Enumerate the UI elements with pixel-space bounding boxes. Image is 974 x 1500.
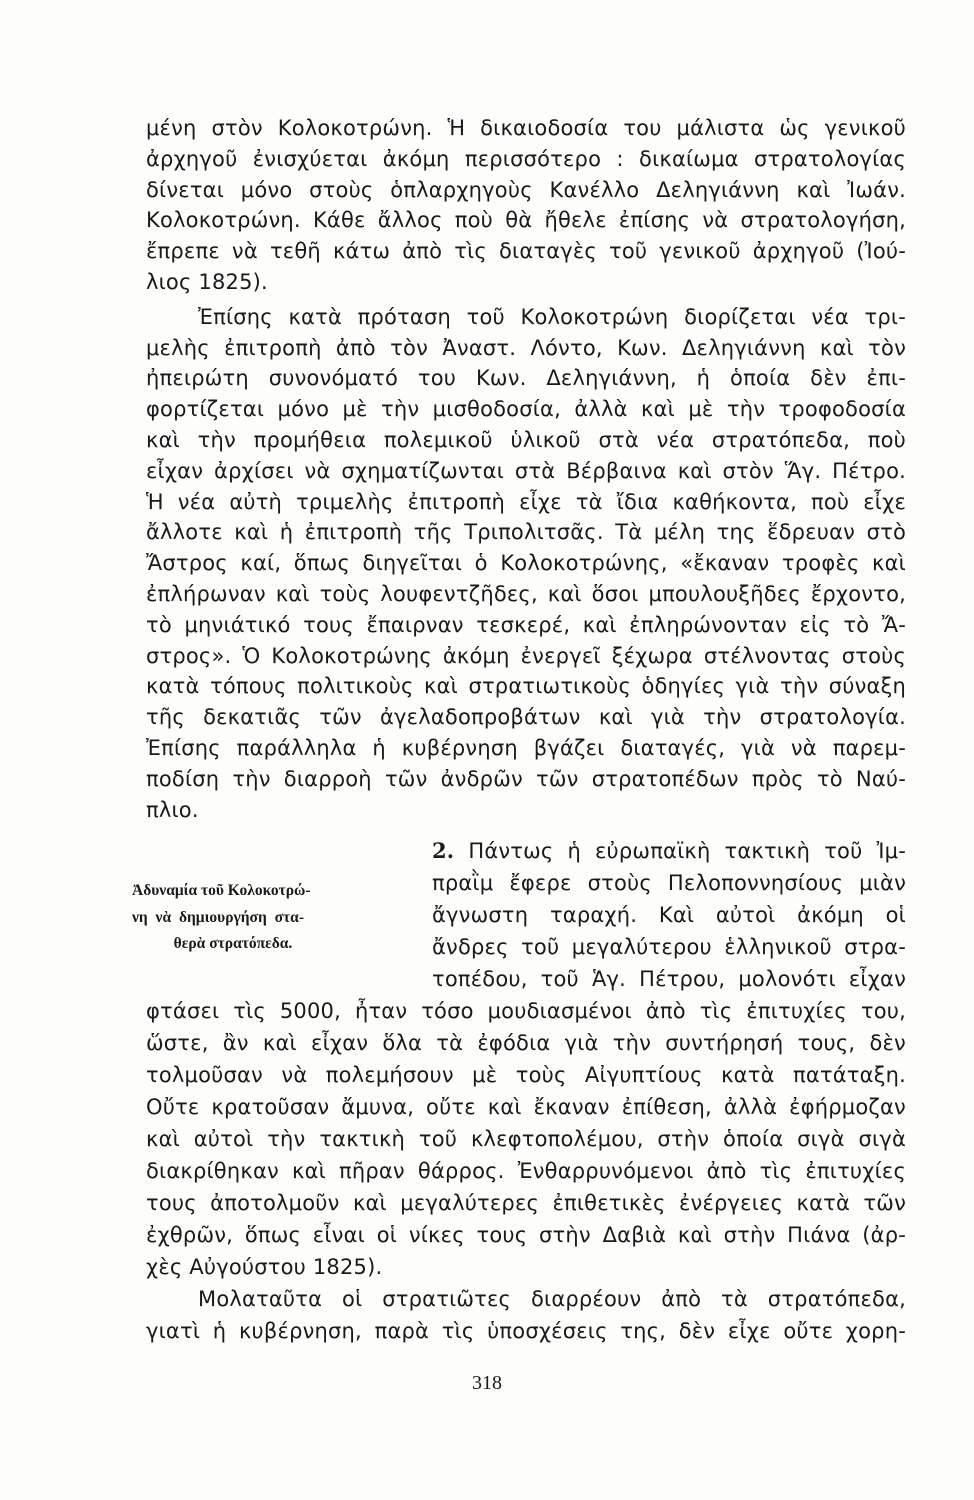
text-line: χὲς Αὐγούστου 1825). xyxy=(146,1255,383,1279)
text-line: ἄγνωστη ταραχή. Καὶ αὐτοὶ ἀκόμη οἱ xyxy=(432,903,906,927)
text-line: τους ἀποτολμοῦν καὶ μεγαλύτερες ἐπιθετικὲς ἐνέργειες κατὰ τῶν xyxy=(146,1191,906,1215)
text-line: Ἡ νέα αὐτὴ τριμελὴς ἐπιτροπὴ εἶχε τὰ ἴδια καθήκοντα, ποὺ εἶχε xyxy=(146,489,906,514)
text-line: τῆς δεκατιᾶς τῶν ἀγελαδοπροβάτων καὶ γιὰ τὴν στρατολογία. xyxy=(146,705,906,730)
text-line: ἄνδρες τοῦ μεγαλύτερου ἑλληνικοῦ στρα- xyxy=(432,935,906,959)
text-line: ποδίση τὴν διαρροὴ τῶν ἀνδρῶν τῶν στρατοπέδων πρὸς τὸ Ναύ- xyxy=(146,766,906,791)
text-line: τὸ μηνιάτικό τους ἔπαιρναν τεσκερέ, καὶ ἐπληρώνονταν εἰς τὸ Ἄ- xyxy=(146,612,906,637)
text-line: Οὔτε κρατοῦσαν ἄμυνα, οὔτε καὶ ἔκαναν ἐπίθεση, ἀλλὰ ἐφήρμοζαν xyxy=(146,1095,906,1119)
text-line: πραῒμ ἔφερε στοὺς Πελοποννησίους μιὰν xyxy=(432,871,906,895)
text-line: ἐπλήρωναν καὶ τοὺς λουφεντζῆδες, καὶ ὅσοι μπουλουξῆδες ἔρχοντο, xyxy=(146,581,906,606)
text-line: καὶ τὴν προμήθεια πολεμικοῦ ὑλικοῦ στὰ νέα στρατόπεδα, ποὺ xyxy=(146,427,906,452)
text-line: ὥστε, ἂν καὶ εἶχαν ὅλα τὰ ἐφόδια γιὰ τὴν συντήρησή τους, δὲν xyxy=(146,1031,906,1055)
text-line: Ἐπίσης παράλληλα ἡ κυβέρνηση βγάζει διαταγές, γιὰ νὰ παρεμ- xyxy=(146,735,906,760)
main-text-block xyxy=(146,113,906,825)
text-line: ἐχθρῶν, ὅπως εἶναι οἱ νίκες τους στὴν Δαβιὰ καὶ στὴν Πιάνα (ἀρ- xyxy=(146,1223,906,1247)
section-2-first-line xyxy=(432,835,906,867)
text-line: ἔπρεπε νὰ τεθῆ κάτω ἀπὸ τὶς διαταγὲς τοῦ γενικοῦ ἀρχηγοῦ (Ἰού- xyxy=(146,239,906,264)
text-line: τολμοῦσαν νὰ πολεμήσουν μὲ τοὺς Αἰγυπτίους κατὰ πατάταξη. xyxy=(146,1063,906,1087)
margin-note xyxy=(132,878,311,958)
text-line: φορτίζεται μόνο μὲ τὴν μισθοδοσία, ἀλλὰ καὶ μὲ τὴν τροφοδοσία xyxy=(146,397,906,422)
margin-note-line: θερὰ στρατόπεδα. xyxy=(173,935,293,952)
text-line: εἶχαν ἀρχίσει νὰ σχηματίζωνται στὰ Βέρβαινα καὶ στὸν Ἅγ. Πέτρο. xyxy=(146,458,906,483)
page-number: 318 xyxy=(472,1372,502,1394)
text-line: Ἐπίσης κατὰ πρόταση τοῦ Κολοκοτρώνη διορίζεται νέα τρι- xyxy=(198,304,906,329)
text-line: διακρίθηκαν καὶ πῆραν θάρρος. Ἐνθαρρυνόμενοι ἀπὸ τὶς ἐπιτυχίες xyxy=(146,1159,906,1183)
text-line: Ἄστρος καί, ὅπως διηγεῖται ὁ Κολοκοτρώνης, «ἔκαναν τροφὲς καὶ xyxy=(146,551,906,576)
text-line: Κολοκοτρώνη. Κάθε ἄλλος ποὺ θὰ ἤθελε ἐπίσης νὰ στρατολογήση, xyxy=(146,208,906,233)
text-line: τοπέδου, τοῦ Ἁγ. Πέτρου, μολονότι εἶχαν xyxy=(432,967,906,991)
text-line: Μολαταῦτα οἱ στρατιῶτες διαρρέουν ἀπὸ τὰ στρατόπεδα, xyxy=(198,1287,906,1311)
text-line: δίνεται μόνο στοὺς ὁπλαρχηγοὺς Κανέλλο Δεληγιάννη καὶ Ἰωάν. xyxy=(146,177,906,202)
text-line: ἀρχηγοῦ ἐνισχύεται ἀκόμη περισσότερο : δικαίωμα στρατολογίας xyxy=(146,146,906,171)
text-line: καὶ αὐτοὶ τὴν τακτικὴ τοῦ κλεφτοπολέμου, στὴν ὁποία σιγὰ σιγὰ xyxy=(146,1127,906,1151)
text-line: ἠπειρώτη συνονόματό του Κων. Δεληγιάννη, ἡ ὁποία δὲν ἐπι- xyxy=(146,366,906,391)
text-line: πλιο. xyxy=(146,797,199,822)
text-line: στρος». Ὁ Κολοκοτρώνης ἀκόμη ἐνεργεῖ ξέχωρα στέλνοντας στοὺς xyxy=(146,643,906,668)
section-first-line-text: Πάντως ἡ εὐρωπαϊκὴ τακτικὴ τοῦ Ἰμ- xyxy=(468,839,906,863)
text-line: φτάσει τὶς 5000, ἦταν τόσο μουδιασμένοι ἀπὸ τὶς ἐπιτυχίες του, xyxy=(146,999,906,1023)
text-line: ἄλλοτε καὶ ἡ ἐπιτροπὴ τῆς Τριπολιτσᾶς. Τὰ μέλη της ἕδρευαν στὸ xyxy=(146,520,906,545)
margin-note-line: Ἀδυναμία τοῦ Κολοκοτρώ- xyxy=(132,882,311,899)
text-line: κατὰ τόπους πολιτικοὺς καὶ στρατιωτικοὺς ὁδηγίες γιὰ τὴν σύναξη xyxy=(146,674,906,699)
text-line: λιος 1825). xyxy=(146,269,268,294)
text-line: μελὴς ἐπιτροπὴ ἀπὸ τὸν Ἀναστ. Λόντο, Κων. Δεληγιάννη καὶ τὸν xyxy=(146,335,906,360)
text-line: μένη στὸν Κολοκοτρώνη. Ἡ δικαιοδοσία του μάλιστα ὡς γενικοῦ xyxy=(146,116,906,140)
margin-note-line: νη νὰ δημιουργήση στα- xyxy=(132,908,304,926)
text-line: γιατὶ ἡ κυβέρνηση, παρὰ τὶς ὑποσχέσεις της, δὲν εἶχε οὔτε χορη- xyxy=(146,1319,906,1343)
section-number: 2. xyxy=(432,838,455,863)
